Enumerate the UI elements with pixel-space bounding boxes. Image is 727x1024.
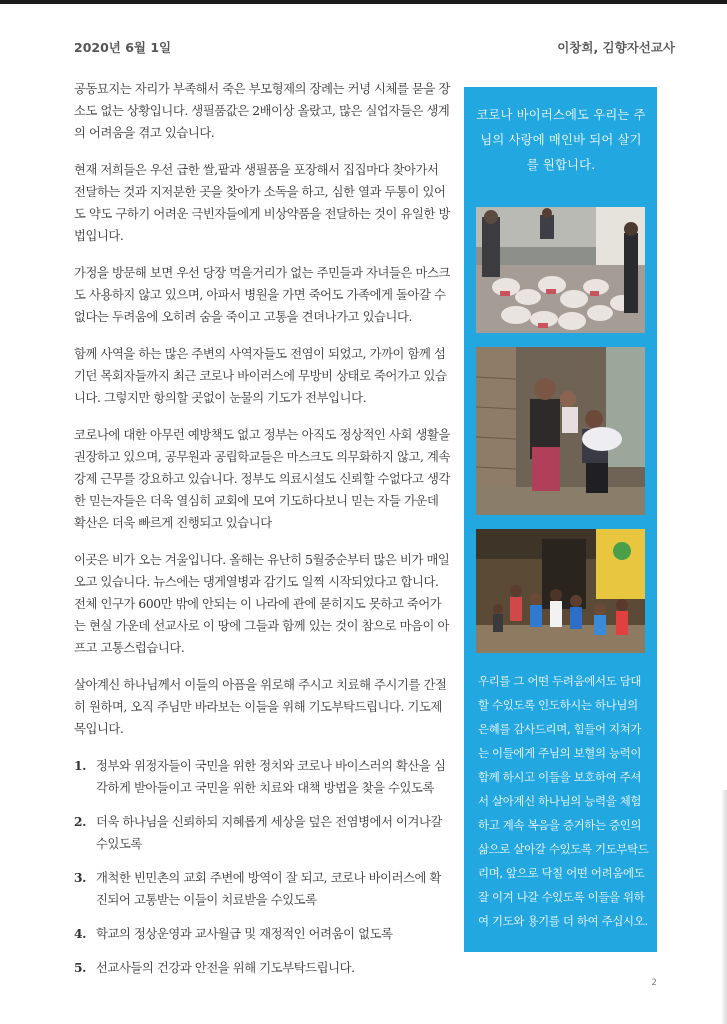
- prayer-item-text: 선교사들의 건강과 안전을 위해 기도부탁드립니다.: [96, 961, 355, 975]
- main-article: [74, 78, 452, 991]
- family-receiving-aid-photo: [476, 347, 645, 515]
- sidebar-body: 우리를 그 어떤 두려움에서도 담대할 수있도록 인도하시는 하나님의 은혜를 감사드리며, 힘들어 지쳐가는 이들에게 주님의 보혈의 능력이 함께 하시고 이들을 보호하여 주셔서 살아계신 하나님의 능력을 체험하고 계속 복음을 증거하는 증인의 삶으로 살아갈 수있도록 기도부탁드리며, 앞으로 닥칠 어떤 어려움에도 잘 이겨 나갈 수있도록 이들을 위하여 기도와 용기를 더 하여 주십시오.: [478, 674, 649, 928]
- prayer-item-number: 5.: [74, 960, 87, 975]
- article-paragraph: 코로나에 대한 아무런 예방책도 없고 정부는 아직도 정상적인 사회 생활을 권장하고 있으며, 공무원과 공립학교들은 마스크도 의무화하지 않고, 계속 강제 근무를 강요하고 있습니다. 정부도 의료시설도 신뢰할 수없다고 생각한 믿는자들은 더욱 열심히 교회에 모여 기도하다보니 믿는 자들 가운데 확산은 더욱 빠르게 진행되고 있습니다: [74, 428, 450, 530]
- prayer-item-number: 2.: [74, 814, 87, 829]
- prayer-item: [74, 923, 452, 945]
- article-paragraph: 함께 사역을 하는 많은 주변의 사역자들도 전염이 되었고, 가까이 함께 섬기던 목회자들까지 최근 코로나 바이러스에 무방비 상태로 죽어가고 있습니다. 그렇지만 항의할 곳없이 눈물의 기도가 전부입니다.: [74, 347, 447, 405]
- prayer-item: [74, 867, 452, 911]
- prayer-item: [74, 811, 452, 855]
- newsletter-authors: 이창희, 김향자선교사: [557, 40, 675, 55]
- article-paragraph: 가정을 방문해 보면 우선 당장 먹을거리가 없는 주민들과 자녀들은 마스크도 사용하지 않고 있으며, 아파서 병원을 가면 죽어도 가족에게 돌아갈 수없다는 두려움에 오히려 숨을 죽이고 고통을 견뎌나가고 있습니다.: [74, 266, 450, 324]
- page-number: 2: [651, 978, 657, 988]
- children-gathering-photo: [476, 529, 645, 653]
- prayer-item: [74, 755, 452, 799]
- food-distribution-photo: [476, 207, 645, 333]
- prayer-item-text: 더욱 하나님을 신뢰하되 지혜롭게 세상을 덮은 전염병에서 이겨나갈 수있도록: [96, 815, 442, 851]
- article-paragraph: 이곳은 비가 오는 겨울입니다. 올해는 유난히 5월중순부터 많은 비가 매일 오고 있습니다. 뉴스에는 댕게열병과 감기도 일찍 시작되었다고 합니다. 전체 인구가 600만 밖에 안되는 이 나라에 관에 묻히지도 못하고 죽어가는 현실 가운데 선교사로 이 땅에 그들과 함께 있는 것이 참으로 마음이 아프고 고통스럽습니다.: [74, 553, 450, 655]
- prayer-item: [74, 957, 452, 979]
- sidebar-quote: 코로나 바이러스에도 우리는 주님의 사랑에 매인바 되어 살기를 원합니다.: [476, 108, 646, 172]
- page-top-border: [0, 0, 727, 4]
- page-edge-shadow: [721, 790, 727, 1024]
- prayer-item-number: 4.: [74, 926, 87, 941]
- sidebar-panel: [464, 87, 657, 952]
- newsletter-date: 2020년 6월 1일: [74, 40, 172, 55]
- prayer-item-text: 학교의 정상운영과 교사월급 및 재정적인 어려움이 없도록: [96, 927, 393, 941]
- prayer-item-text: 개척한 빈민촌의 교회 주변에 방역이 잘 되고, 코로나 바이러스에 확진되어 고통받는 이들이 치료받을 수있도록: [96, 871, 442, 907]
- prayer-item-text: 정부와 위정자들이 국민을 위한 정치와 코로나 바이스러의 확산을 심각하게 받아들이고 국민을 위한 치료와 대책 방법을 찾을 수있도록: [96, 759, 446, 795]
- prayer-list: [74, 755, 452, 979]
- prayer-item-number: 1.: [74, 758, 87, 773]
- article-paragraph: 살아계신 하나님께서 이들의 아픔을 위로해 주시고 치료해 주시기를 간절히 원하며, 오직 주님만 바라보는 이들을 위해 기도부탁드립니다. 기도제목입니다.: [74, 678, 447, 736]
- article-paragraph: 현재 저희들은 우선 급한 쌀,팥과 생필품을 포장해서 집집마다 찾아가서 전달하는 것과 지저분한 곳을 찾아가 소독을 하고, 심한 열과 두통이 있어도 약도 구하기 어려운 극빈자들에게 비상약품을 전달하는 것이 유일한 방법입니다.: [74, 163, 450, 243]
- article-paragraph: 공동묘지는 자리가 부족해서 죽은 부모형제의 장례는 커녕 시체를 묻을 장소도 없는 상황입니다. 생필품값은 2배이상 올랐고, 많은 실업자들은 생계의 어려움을 겪고 있습니다.: [74, 82, 450, 140]
- prayer-item-number: 3.: [74, 870, 87, 885]
